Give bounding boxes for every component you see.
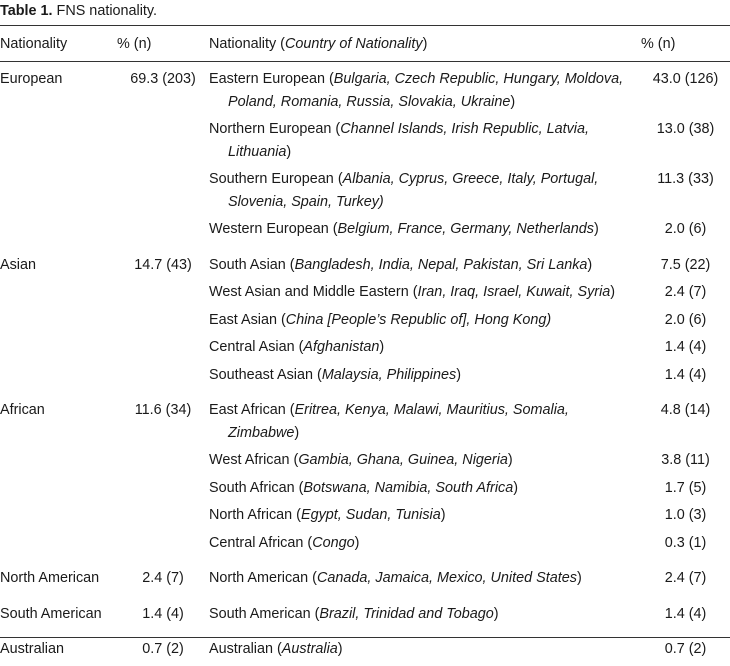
group-pct-cell <box>117 364 209 392</box>
group-name-cell <box>0 118 117 168</box>
region-pct-cell <box>641 449 730 477</box>
region-countries: Belgium, France, Germany, Netherlands <box>337 221 595 237</box>
region-cell <box>209 532 641 560</box>
region-countries: Channel Islands, Irish Republic, Latvia, Lithuania <box>228 121 589 160</box>
region-close: ) <box>513 479 519 496</box>
header-row <box>0 33 730 60</box>
group-pct-cell <box>117 391 209 449</box>
region-cell <box>209 309 641 337</box>
table-row <box>0 391 730 449</box>
region-pct-cell <box>641 118 730 168</box>
nationality-table <box>0 33 730 666</box>
region-label: North American ( <box>209 570 317 586</box>
region-label: West Asian and Middle Eastern ( <box>209 284 418 300</box>
group-pct-cell <box>117 246 209 282</box>
region-pct: 3.8 (11) <box>661 452 710 468</box>
table-caption-title: FNS nationality. <box>56 3 158 19</box>
region-label: Southern European ( <box>209 171 343 187</box>
table-caption-label: Table 1. <box>0 3 53 19</box>
region-close: ) <box>456 366 461 383</box>
region-pct: 0.7 (2) <box>664 641 707 657</box>
region-countries: Australia <box>281 641 338 657</box>
region-cell <box>209 630 641 666</box>
region-cell <box>209 559 641 595</box>
group-pct-cell <box>117 281 209 309</box>
region-close: ) <box>337 641 343 657</box>
region-pct-cell <box>641 559 730 595</box>
region-pct-cell <box>641 391 730 449</box>
group-name-cell <box>0 218 117 246</box>
region-cell <box>209 477 641 505</box>
group-pct-cell <box>117 504 209 532</box>
group-name: European <box>0 71 63 87</box>
region-pct: 1.4 (4) <box>664 605 707 622</box>
region-pct-cell <box>641 60 730 118</box>
region-cell <box>209 391 641 449</box>
group-name-cell <box>0 532 117 560</box>
group-pct-cell <box>117 559 209 595</box>
region-cell <box>209 364 641 392</box>
region-countries: Egypt, Sudan, Tunisia <box>300 507 441 523</box>
region-close: ) <box>379 339 385 355</box>
group-pct: 69.3 (203) <box>130 71 196 87</box>
region-cell <box>209 118 641 168</box>
group-name-cell <box>0 477 117 505</box>
group-name-cell <box>0 246 117 282</box>
group-name-cell <box>0 391 117 449</box>
region-label: Western European ( <box>209 221 338 237</box>
region-pct-cell <box>641 364 730 392</box>
region-label: South Asian ( <box>209 256 295 273</box>
region-label: East African ( <box>209 402 295 418</box>
region-close: ) <box>440 507 446 523</box>
group-pct: 11.6 (34) <box>134 402 192 418</box>
group-pct: 14.7 (43) <box>134 256 192 273</box>
region-countries: Brazil, Trinidad and Tobago <box>319 605 494 622</box>
header-pct-1: % (n) <box>117 36 152 52</box>
group-name-cell <box>0 309 117 337</box>
group-name-cell <box>0 630 117 666</box>
region-pct: 0.3 (1) <box>664 534 707 551</box>
region-pct-cell <box>641 532 730 560</box>
region-countries: Bangladesh, India, Nepal, Pakistan, Sri Lanka <box>294 256 588 273</box>
region-countries: Gambia, Ghana, Guinea, Nigeria <box>298 452 508 468</box>
region-cell <box>209 336 641 364</box>
group-pct-cell <box>117 118 209 168</box>
region-cell <box>209 60 641 118</box>
group-name: North American <box>0 570 100 586</box>
group-name-cell <box>0 60 117 118</box>
region-label: South African ( <box>209 479 304 496</box>
region-countries: Bulgaria, Czech Republic, Hungary, Moldova, Poland, Romania, Russia, Slovakia, Ukraine <box>228 71 624 110</box>
region-close: ) <box>354 534 360 551</box>
region-close: ) <box>576 570 582 586</box>
region-cell <box>209 595 641 631</box>
region-pct: 7.5 (22) <box>660 256 711 273</box>
region-cell <box>209 246 641 282</box>
group-pct-cell <box>117 630 209 666</box>
table-caption <box>0 0 157 22</box>
region-pct-cell <box>641 246 730 282</box>
group-name-cell <box>0 281 117 309</box>
table-row <box>0 532 730 560</box>
region-close: ) <box>610 284 616 300</box>
region-countries: Botswana, Namibia, South Africa <box>303 479 514 496</box>
group-name-cell <box>0 449 117 477</box>
table-row <box>0 281 730 309</box>
region-close: ) <box>286 143 292 160</box>
table-row <box>0 336 730 364</box>
region-label: Central Asian ( <box>209 339 304 355</box>
group-pct-cell <box>117 336 209 364</box>
region-pct-cell <box>641 218 730 246</box>
region-cell <box>209 281 641 309</box>
group-name: Australian <box>0 641 64 657</box>
region-countries: Iran, Iraq, Israel, Kuwait, Syria <box>417 284 611 300</box>
group-pct: 2.4 (7) <box>142 570 184 586</box>
group-pct-cell <box>117 449 209 477</box>
group-pct-cell <box>117 218 209 246</box>
region-countries: China [People’s Republic of], Hong Kong) <box>285 311 552 328</box>
region-pct-cell <box>641 477 730 505</box>
group-pct-cell <box>117 595 209 631</box>
table-row <box>0 168 730 218</box>
region-label: South American ( <box>209 605 320 622</box>
region-cell <box>209 504 641 532</box>
region-label: Northern European ( <box>209 121 341 137</box>
region-cell <box>209 449 641 477</box>
region-close: ) <box>294 424 300 441</box>
table-row <box>0 218 730 246</box>
group-pct-cell <box>117 60 209 118</box>
group-pct-cell <box>117 168 209 218</box>
group-name: Asian <box>0 256 36 273</box>
region-close: ) <box>587 256 593 273</box>
group-name: South American <box>0 605 102 622</box>
region-pct-cell <box>641 336 730 364</box>
region-countries: Eritrea, Kenya, Malawi, Mauritius, Somalia, Zimbabwe <box>228 402 569 441</box>
region-close: ) <box>510 93 516 110</box>
table-row <box>0 118 730 168</box>
table-body <box>0 60 730 666</box>
region-label: East Asian ( <box>209 311 286 328</box>
header-nationality: Nationality <box>0 36 68 52</box>
region-pct-cell <box>641 595 730 631</box>
region-pct: 2.0 (6) <box>664 221 707 237</box>
region-pct: 4.8 (14) <box>660 402 711 418</box>
table-row <box>0 246 730 282</box>
group-pct-cell <box>117 477 209 505</box>
region-pct: 2.4 (7) <box>664 284 707 300</box>
region-cell <box>209 168 641 218</box>
region-pct-cell <box>641 630 730 666</box>
region-pct-cell <box>641 309 730 337</box>
table-row <box>0 477 730 505</box>
region-pct: 43.0 (126) <box>652 71 719 87</box>
region-close: ) <box>507 452 513 468</box>
region-label: Australian ( <box>209 641 282 657</box>
region-label: Southeast Asian ( <box>209 366 322 383</box>
bottom-rule <box>0 637 730 638</box>
group-pct: 1.4 (4) <box>142 605 184 622</box>
header-pct-2: % (n) <box>641 36 676 52</box>
table-row <box>0 449 730 477</box>
region-pct: 2.0 (6) <box>664 311 707 328</box>
region-pct: 1.4 (4) <box>664 339 707 355</box>
header-rule <box>0 61 730 62</box>
group-name-cell <box>0 336 117 364</box>
top-rule <box>0 25 730 26</box>
region-label: West African ( <box>209 452 299 468</box>
table-row <box>0 364 730 392</box>
region-countries: Congo <box>312 534 355 551</box>
table-row <box>0 559 730 595</box>
header-nationality-country: Nationality (Country of Nationality) <box>209 36 428 52</box>
group-name-cell <box>0 168 117 218</box>
region-countries: Malaysia, Philippines <box>321 366 457 383</box>
region-pct-cell <box>641 168 730 218</box>
table-row <box>0 309 730 337</box>
group-name-cell <box>0 559 117 595</box>
table-row <box>0 595 730 631</box>
region-pct-cell <box>641 281 730 309</box>
group-name: African <box>0 402 45 418</box>
group-pct-cell <box>117 309 209 337</box>
table-row <box>0 504 730 532</box>
group-pct: 0.7 (2) <box>142 641 184 657</box>
region-pct-cell <box>641 504 730 532</box>
region-label: Central African ( <box>209 534 313 551</box>
group-name-cell <box>0 504 117 532</box>
region-pct: 13.0 (38) <box>656 121 715 137</box>
region-countries: Albania, Cyprus, Greece, Italy, Portugal, Slovenia, Spain, Turkey) <box>228 171 599 210</box>
region-cell <box>209 218 641 246</box>
region-countries: Afghanistan <box>303 339 380 355</box>
group-pct-cell <box>117 532 209 560</box>
region-close: ) <box>493 605 499 622</box>
table-row <box>0 60 730 118</box>
region-label: North African ( <box>209 507 301 523</box>
group-name-cell <box>0 364 117 392</box>
region-countries: Canada, Jamaica, Mexico, United States <box>316 570 577 586</box>
region-pct: 1.4 (4) <box>664 366 707 383</box>
region-close: ) <box>594 221 599 237</box>
region-pct: 1.0 (3) <box>664 507 707 523</box>
region-pct: 1.7 (5) <box>664 479 707 496</box>
region-pct: 2.4 (7) <box>664 570 707 586</box>
table-row <box>0 630 730 666</box>
group-name-cell <box>0 595 117 631</box>
region-label: Eastern European ( <box>209 71 334 87</box>
region-pct: 11.3 (33) <box>657 171 714 187</box>
